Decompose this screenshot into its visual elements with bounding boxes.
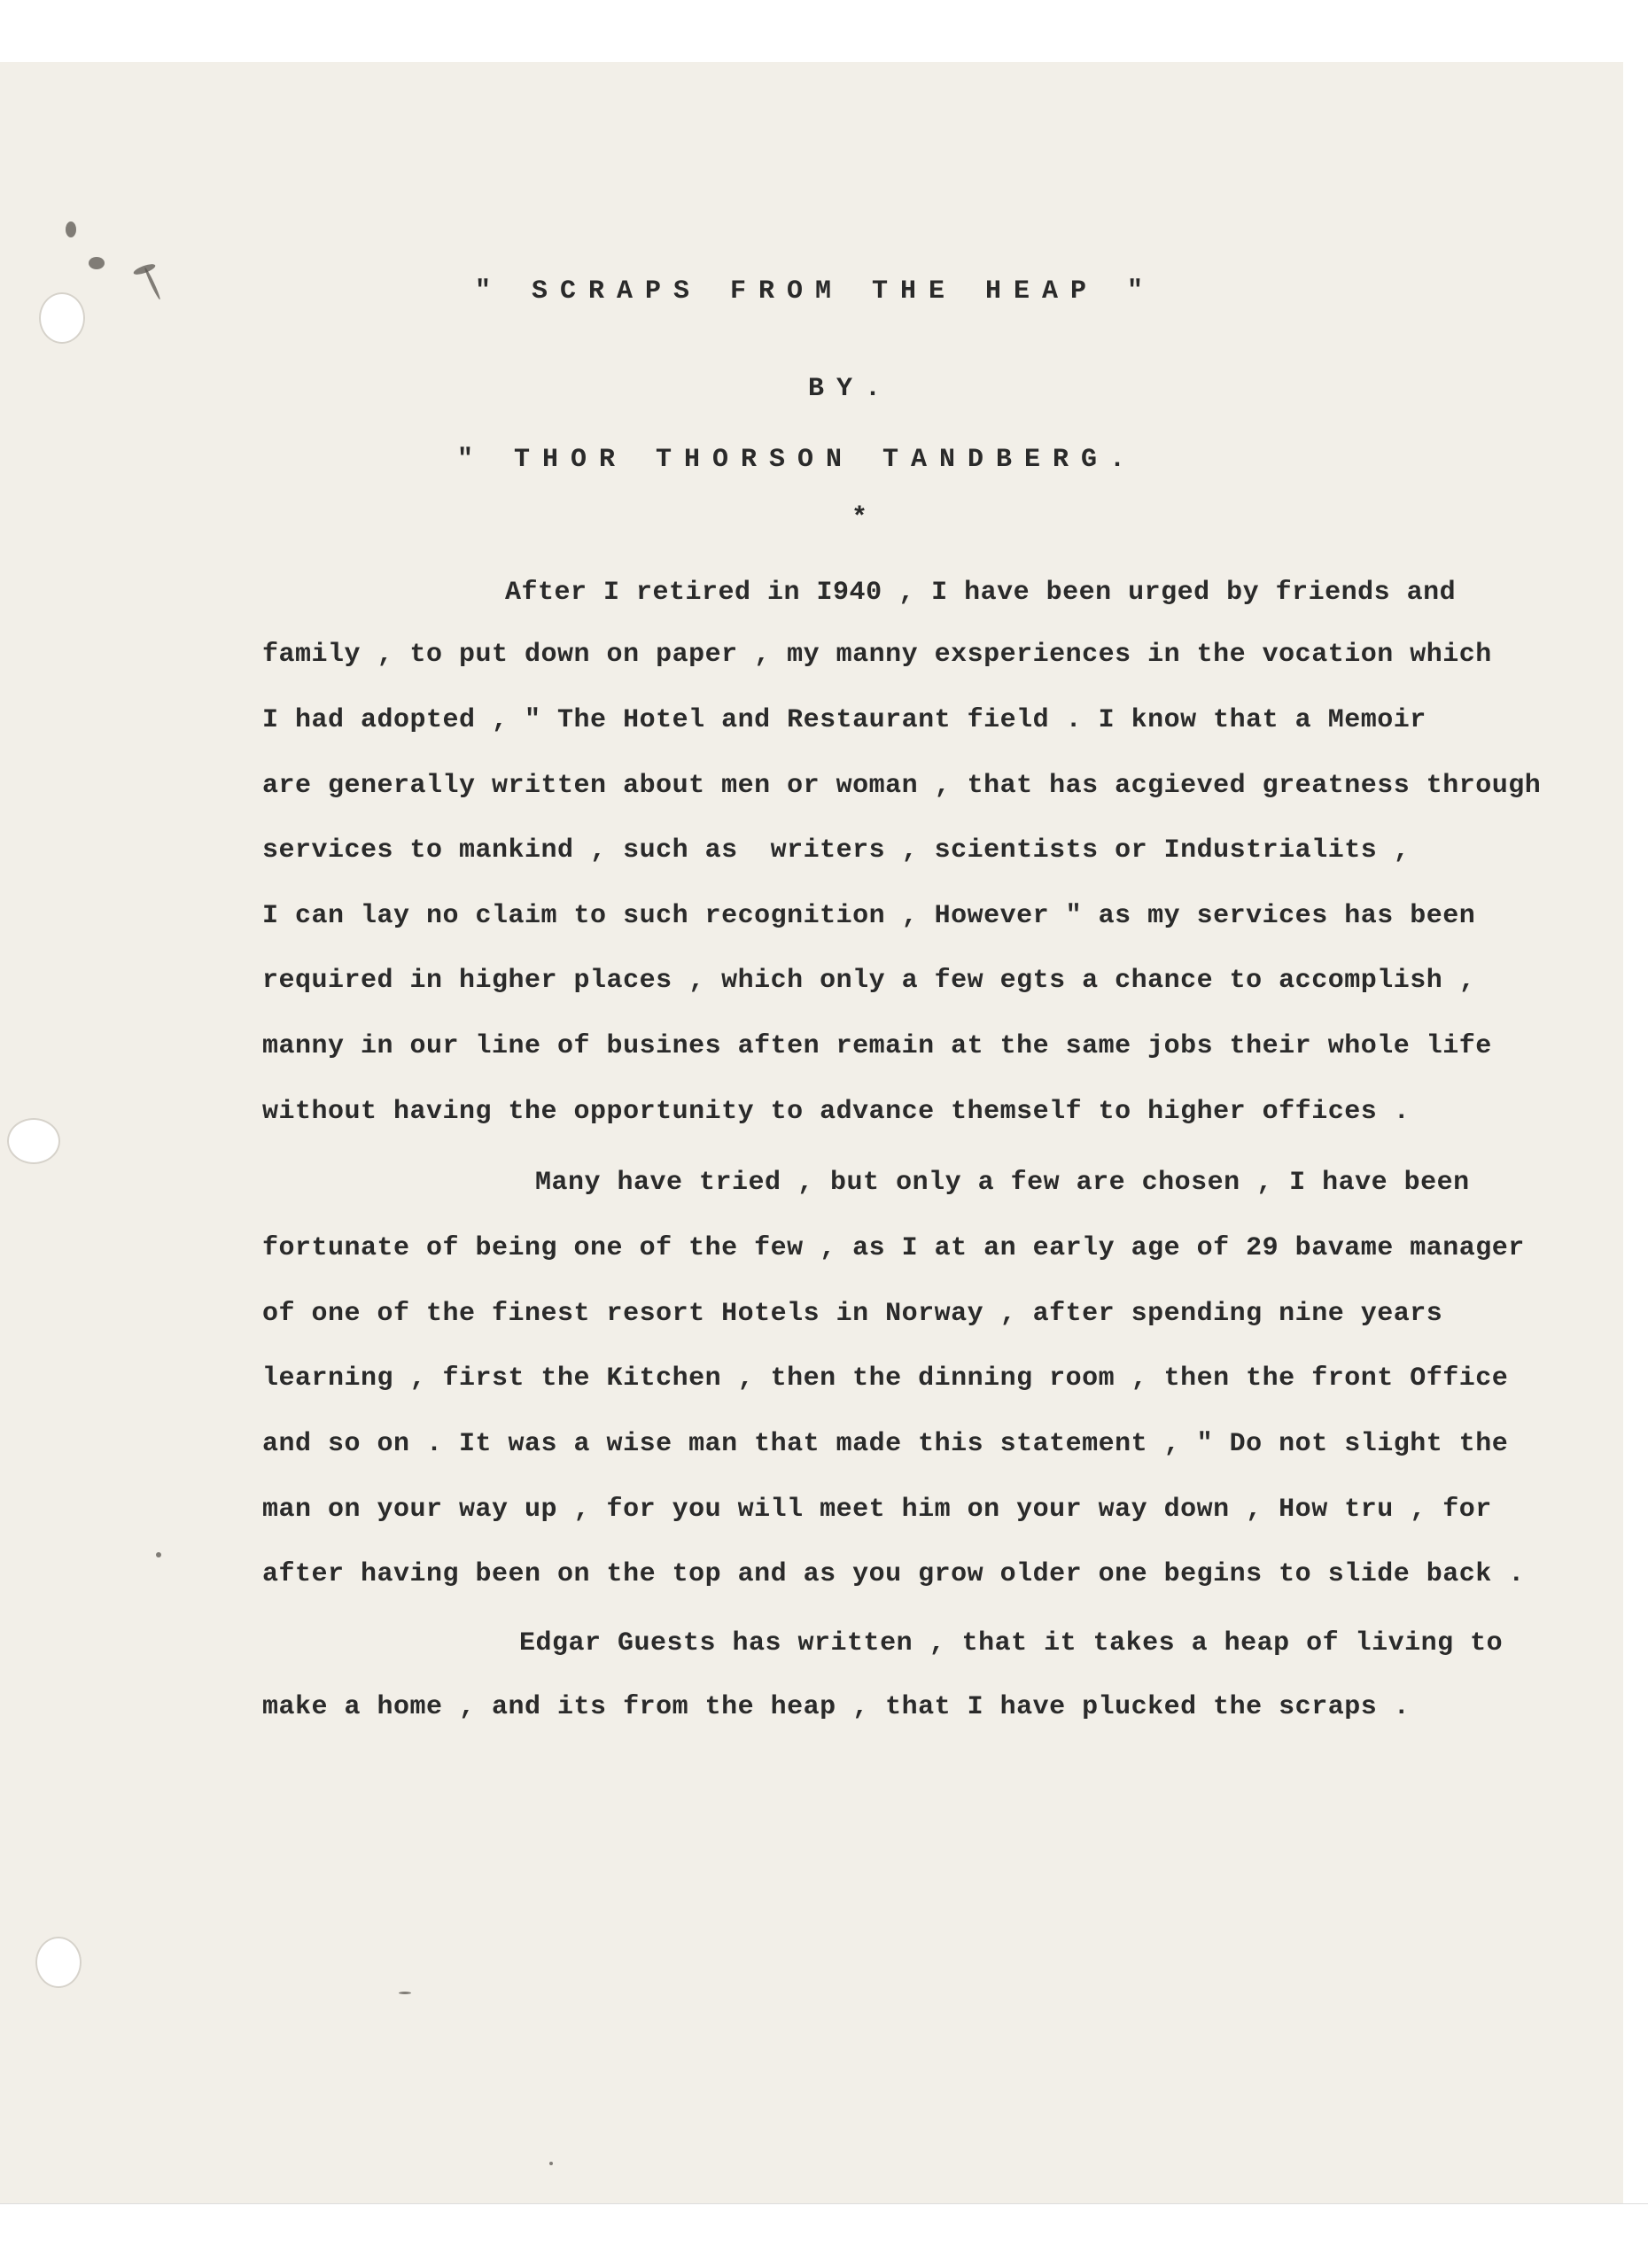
body-line: After I retired in I940 , I have been urged by friends and <box>505 578 1457 608</box>
body-line: I had adopted , " The Hotel and Restaurant field . I know that a Memoir <box>262 705 1426 735</box>
body-line: of one of the finest resort Hotels in Norway , after spending nine years <box>262 1299 1443 1329</box>
punch-hole-bottom <box>35 1937 82 1988</box>
body-line: are generally written about men or woman , that has acgieved greatness through <box>262 771 1542 801</box>
body-line: man on your way up , for you will meet him on your way down , How tru , for <box>262 1495 1492 1525</box>
body-line: after having been on the top and as you grow older one begins to slide back . <box>262 1559 1525 1589</box>
body-line: family , to put down on paper , my manny exsperiences in the vocation which <box>262 640 1492 670</box>
paper-speck <box>399 1992 411 1994</box>
punch-hole-middle <box>7 1118 60 1164</box>
section-separator: * <box>851 503 867 533</box>
paper-speck <box>156 1552 161 1557</box>
byline-label: BY. <box>807 374 893 404</box>
body-line: services to mankind , such as writers , scientists or Industrialits , <box>262 835 1411 866</box>
body-line: required in higher places , which only a few egts a chance to accomplish , <box>262 966 1476 996</box>
body-line: and so on . It was a wise man that made this statement , " Do not slight the <box>262 1429 1509 1459</box>
scan-border-top <box>0 0 1648 62</box>
scan-border-bottom <box>0 2203 1648 2268</box>
paper-speck <box>549 2162 553 2165</box>
body-line: Many have tried , but only a few are chosen , I have been <box>535 1168 1470 1198</box>
body-line: fortunate of being one of the few , as I at an early age of 29 bavame manager <box>262 1233 1525 1263</box>
body-line: Edgar Guests has written , that it takes a heap of living to <box>519 1628 1504 1658</box>
ink-smudge <box>89 257 105 269</box>
body-line: learning , first the Kitchen , then the dinning room , then the front Office <box>262 1363 1509 1394</box>
body-line: without having the opportunity to advance themself to higher offices . <box>262 1097 1411 1127</box>
body-line: I can lay no claim to such recognition , However " as my services has been <box>262 901 1476 931</box>
document-title: " SCRAPS FROM THE HEAP " <box>474 276 1156 307</box>
body-line: make a home , and its from the heap , that I have plucked the scraps . <box>262 1692 1411 1722</box>
ink-smudge <box>66 221 76 237</box>
author-name: " THOR THORSON TANDBERG. <box>456 445 1139 475</box>
body-line: manny in our line of busines aften remain at the same jobs their whole life <box>262 1031 1492 1061</box>
